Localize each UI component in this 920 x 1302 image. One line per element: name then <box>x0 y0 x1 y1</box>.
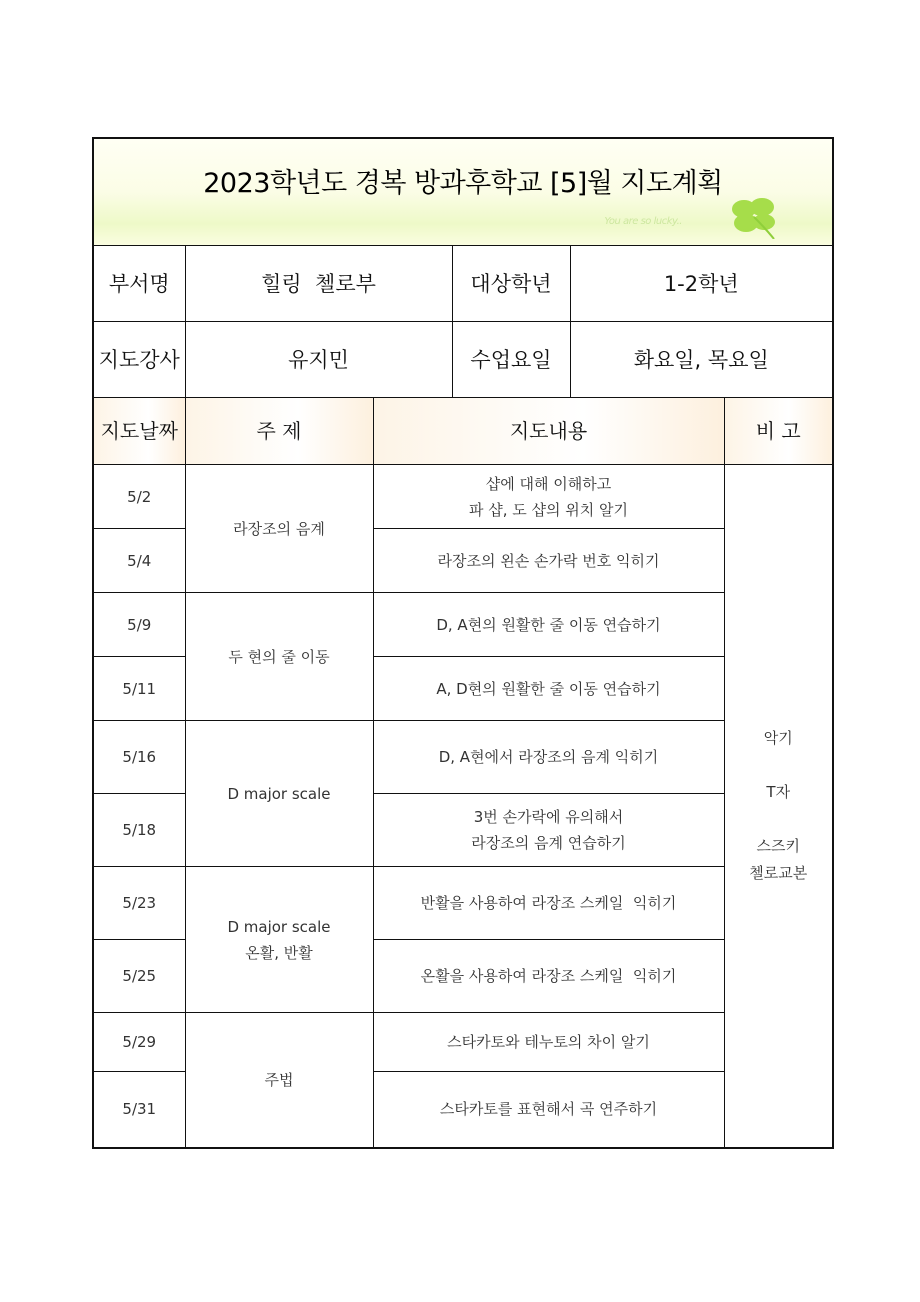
plan-table <box>92 137 834 1149</box>
date-cell: 5/31 <box>93 1072 185 1148</box>
clover-icon <box>726 195 780 239</box>
content-cell: 반활을 사용하여 라장조 스케일 익히기 <box>373 867 724 940</box>
grade-label: 대상학년 <box>452 246 570 322</box>
date-cell: 5/16 <box>93 721 185 794</box>
content-line: 파 샵, 도 샵의 위치 알기 <box>468 500 629 519</box>
days-value: 화요일, 목요일 <box>570 322 833 398</box>
teacher-value: 유지민 <box>185 322 452 398</box>
content-line: 3번 손가락에 유의해서 <box>473 808 624 826</box>
header-date: 지도날짜 <box>93 398 185 465</box>
note-line: 스즈키 <box>756 836 800 855</box>
table-row <box>93 721 833 794</box>
topic-cell: 주법 <box>185 1013 373 1148</box>
header-topic: 주 제 <box>185 398 373 465</box>
topic-line: 온활, 반활 <box>245 943 313 962</box>
content-cell: D, A현에서 라장조의 음계 익히기 <box>373 721 724 794</box>
content-cell: 라장조의 왼손 손가락 번호 익히기 <box>373 529 724 593</box>
date-cell: 5/9 <box>93 593 185 657</box>
banner-text: You are so lucky.. <box>604 216 682 227</box>
date-cell: 5/29 <box>93 1013 185 1072</box>
table-row <box>93 465 833 529</box>
date-cell: 5/11 <box>93 657 185 721</box>
topic-line: D major scale <box>227 917 331 936</box>
table-row <box>93 1013 833 1072</box>
date-cell: 5/4 <box>93 529 185 593</box>
content-cell: D, A현의 원활한 줄 이동 연습하기 <box>373 593 724 657</box>
date-cell: 5/25 <box>93 940 185 1013</box>
topic-cell: D major scale <box>185 721 373 867</box>
date-cell: 5/2 <box>93 465 185 529</box>
table-row <box>93 867 833 940</box>
content-line: 샵에 대해 이해하고 <box>485 474 612 493</box>
date-cell: 5/18 <box>93 794 185 867</box>
days-label: 수업요일 <box>452 322 570 398</box>
title-banner <box>93 138 833 246</box>
header-note: 비 고 <box>724 398 833 465</box>
note-line: 첼로교본 <box>749 863 808 882</box>
content-cell: A, D현의 원활한 줄 이동 연습하기 <box>373 657 724 721</box>
dept-label: 부서명 <box>93 246 185 322</box>
note-line: 악기 <box>763 728 793 747</box>
date-cell: 5/23 <box>93 867 185 940</box>
topic-cell <box>185 867 373 1013</box>
content-cell: 온활을 사용하여 라장조 스케일 익히기 <box>373 940 724 1013</box>
topic-cell: 두 현의 줄 이동 <box>185 593 373 721</box>
header-content: 지도내용 <box>373 398 724 465</box>
page-title: 2023학년도 경복 방과후학교 [5]월 지도계획 <box>203 168 723 199</box>
note-cell <box>724 465 833 1148</box>
note-line: T자 <box>766 782 791 801</box>
dept-value: 힐링 첼로부 <box>185 246 452 322</box>
grade-value: 1-2학년 <box>570 246 833 322</box>
content-cell: 스타카토를 표현해서 곡 연주하기 <box>373 1072 724 1148</box>
topic-cell: 라장조의 음계 <box>185 465 373 593</box>
table-row <box>93 593 833 657</box>
content-cell <box>373 794 724 867</box>
content-cell <box>373 465 724 529</box>
teacher-label: 지도강사 <box>93 322 185 398</box>
content-line: 라장조의 음계 연습하기 <box>471 834 626 852</box>
content-cell: 스타카토와 테누토의 차이 알기 <box>373 1013 724 1072</box>
